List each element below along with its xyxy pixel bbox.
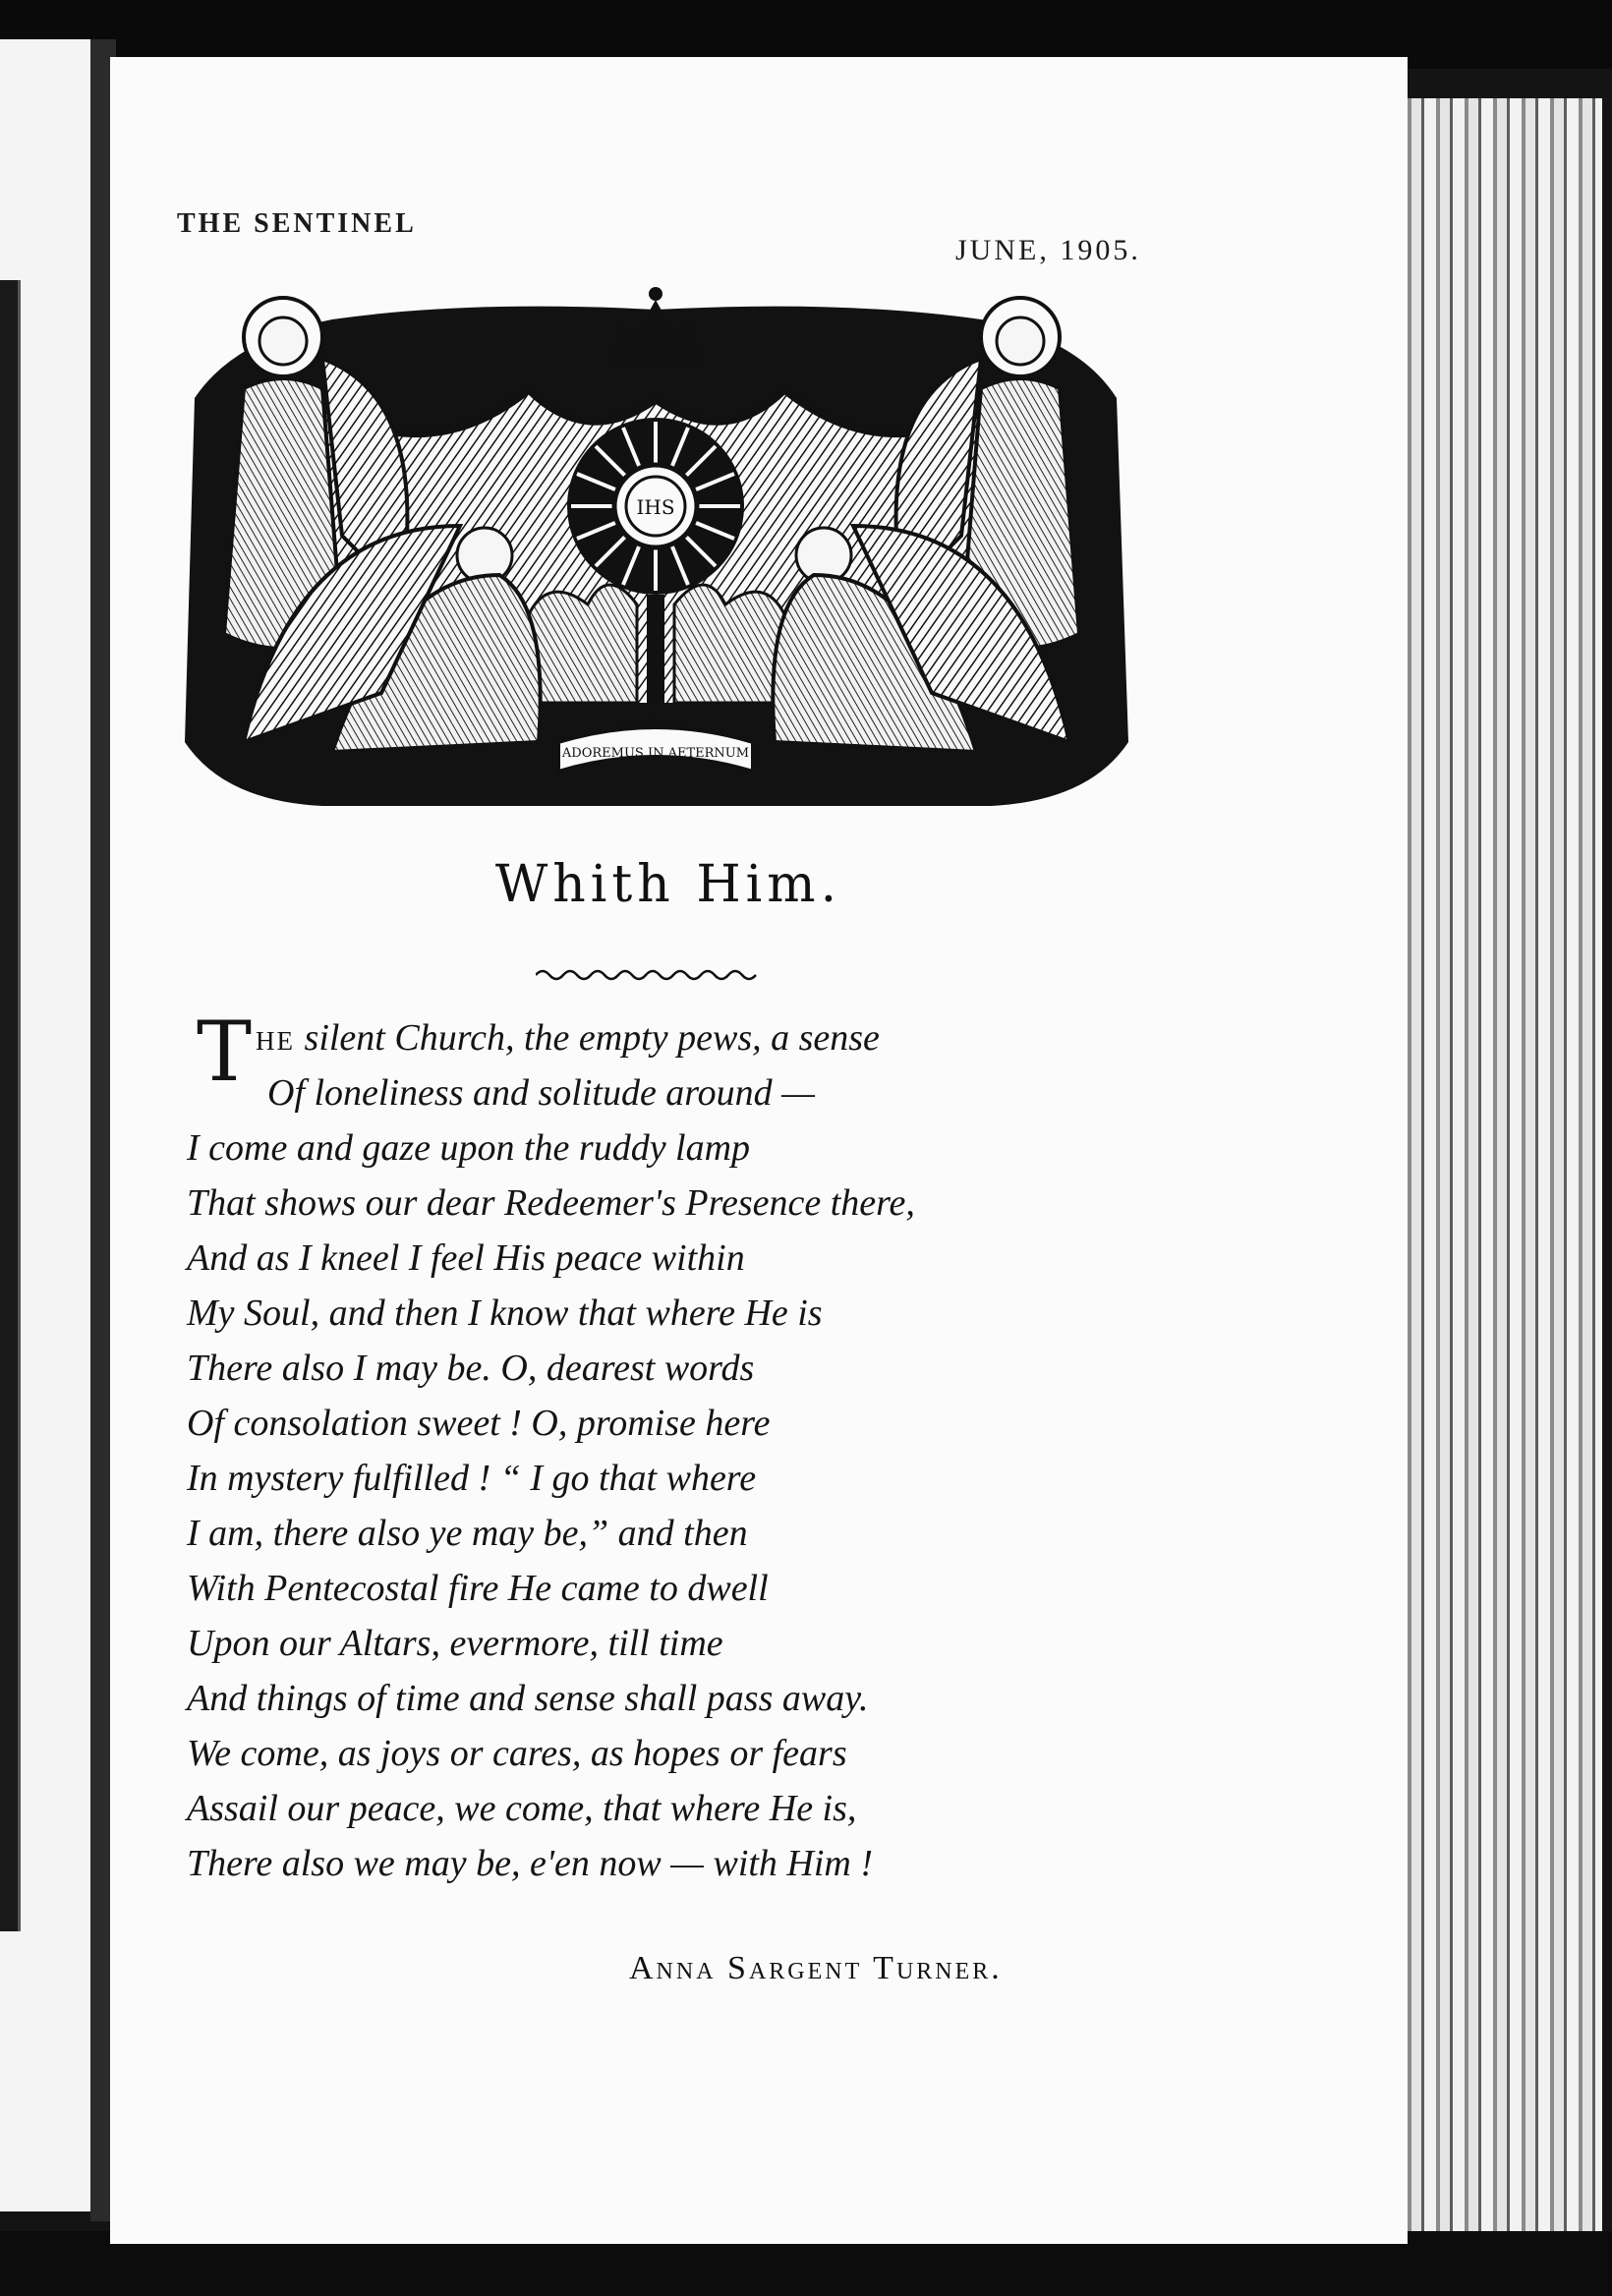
left-page-print-edge <box>0 280 21 1931</box>
banner-motto: ADOREMUS IN AETERNUM <box>561 746 750 761</box>
poem-line-7: There also I may be. O, dearest words <box>187 1348 755 1389</box>
poem-line-8: Of consolation sweet ! O, promise here <box>187 1403 771 1444</box>
poem-line-15: Assail our peace, we come, that where He is, <box>187 1788 857 1829</box>
poem-line-9: In mystery fulfilled ! “ I go that where <box>187 1458 757 1499</box>
poem-line-text: silent Church, the empty pews, a sense <box>304 1017 880 1059</box>
poem-line-12: Upon our Altars, evermore, till time <box>187 1623 723 1664</box>
poem-body <box>187 1004 1170 1891</box>
first-word-caps: he <box>256 1017 296 1059</box>
poem-line-3: I come and gaze upon the ruddy lamp <box>187 1127 751 1169</box>
poem-line-13: And things of time and sense shall pass away. <box>187 1678 869 1719</box>
poem-title: Whith Him. <box>494 855 842 914</box>
page-stack-edges <box>1396 98 1602 2241</box>
poem-line-5: And as I kneel I feel His peace within <box>187 1237 745 1279</box>
poem-line-6: My Soul, and then I know that where He is <box>187 1292 823 1334</box>
poem-line-10: I am, there also ye may be,” and then <box>187 1513 748 1554</box>
poem-line-16: There also we may be, e'en now — with Him ! <box>187 1843 874 1884</box>
poem-line-14: We come, as joys or cares, as hopes or fears <box>187 1733 847 1774</box>
poem-line-2: Of loneliness and solitude around — <box>267 1072 815 1114</box>
host-inscription: IHS <box>636 495 675 519</box>
wavy-rule-icon <box>536 967 758 983</box>
poem-author: Anna Sargent Turner. <box>629 1950 1003 1986</box>
running-header-date: JUNE, 1905. <box>955 234 1141 266</box>
drop-cap: T <box>197 1004 253 1100</box>
poem-line-11: With Pentecostal fire He came to dwell <box>187 1568 769 1609</box>
monstrance-with-angels-icon <box>175 280 1136 809</box>
poem-line-4: That shows our dear Redeemer's Presence there, <box>187 1182 915 1224</box>
running-header-title: THE SENTINEL <box>177 208 417 239</box>
